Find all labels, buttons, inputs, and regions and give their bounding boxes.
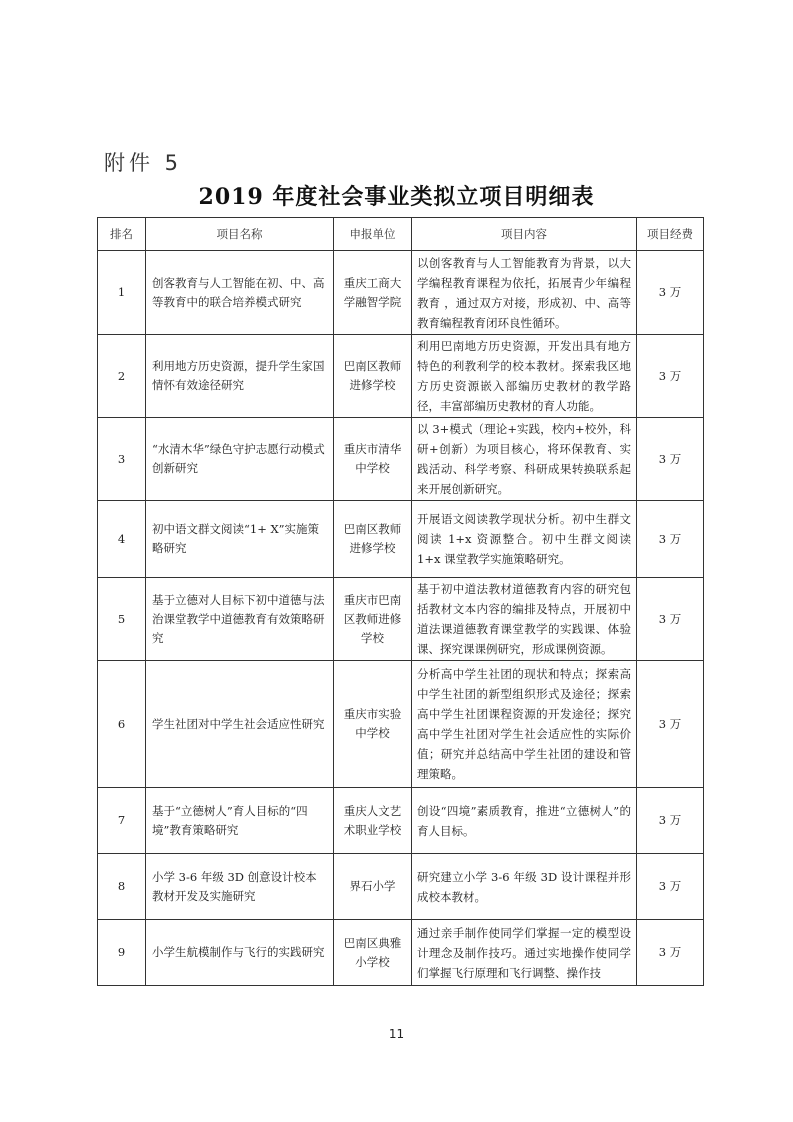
header-rank: 排名 [98,218,146,251]
rank-cell: 7 [98,788,146,854]
applicant-unit-cell: 重庆工商大学融智学院 [334,251,412,335]
table-row [98,335,704,418]
header-project-name: 项目名称 [146,218,334,251]
table-row [98,920,704,986]
funding-cell: 3 万 [637,578,704,661]
applicant-unit-cell: 界石小学 [334,854,412,920]
funding-cell: 3 万 [637,418,704,501]
table-row [98,578,704,661]
funding-cell: 3 万 [637,251,704,335]
page-title: 2019 年度社会事业类拟立项目明细表 [198,184,595,210]
rank-cell: 8 [98,854,146,920]
funding-cell: 3 万 [637,788,704,854]
project-content-cell: 研究建立小学 3-6 年级 3D 设计课程并形成校本教材。 [412,854,637,920]
rank-cell: 9 [98,920,146,986]
table-row [98,854,704,920]
project-content-cell: 开展语文阅读教学现状分析。初中生群文阅读 1+x 资源整合。初中生群文阅读 1+x 课堂教学实施策略研究。 [412,501,637,578]
funding-cell: 3 万 [637,920,704,986]
project-name-cell: 学生社团对中学生社会适应性研究 [146,661,334,788]
table-row [98,788,704,854]
table-row [98,418,704,501]
funding-cell: 3 万 [637,335,704,418]
project-table [97,217,704,986]
rank-cell: 6 [98,661,146,788]
project-name-cell: 基于立德对人目标下初中道德与法治课堂教学中道德教育有效策略研究 [146,578,334,661]
attachment-label: 附件 5 [104,151,183,175]
project-name-cell: “水清木华”绿色守护志愿行动模式创新研究 [146,418,334,501]
table-row [98,251,704,335]
table-header-row [98,218,704,251]
project-name-cell: 创客教育与人工智能在初、中、高等教育中的联合培养模式研究 [146,251,334,335]
project-name-cell: 基于“立德树人”育人目标的“四境”教育策略研究 [146,788,334,854]
applicant-unit-cell: 巴南区教师进修学校 [334,335,412,418]
funding-cell: 3 万 [637,854,704,920]
project-name-cell: 小学生航模制作与飞行的实践研究 [146,920,334,986]
applicant-unit-cell: 重庆市巴南区教师进修学校 [334,578,412,661]
project-content-cell: 创设“四境”素质教育，推进“立德树人”的育人目标。 [412,788,637,854]
header-project-content: 项目内容 [412,218,637,251]
project-content-cell: 通过亲手制作使同学们掌握一定的模型设计理念及制作技巧。通过实地操作使同学们掌握飞行原理和飞行调整、操作技 [412,920,637,986]
header-applicant-unit: 申报单位 [334,218,412,251]
project-content-cell: 基于初中道法教材道德教育内容的研究包括教材文本内容的编排及特点，开展初中道法课道德教育课堂教学的实践课、体验课、探究课课例研究，形成课例资源。 [412,578,637,661]
applicant-unit-cell: 重庆市实验中学校 [334,661,412,788]
project-name-cell: 小学 3-6 年级 3D 创意设计校本教材开发及实施研究 [146,854,334,920]
project-content-cell: 分析高中学生社团的现状和特点；探索高中学生社团的新型组织形式及途径；探索高中学生社团课程资源的开发途径；探究高中学生社团对学生社会适应性的实际价值；研究并总结高中学生社团的建设和管理策略。 [412,661,637,788]
applicant-unit-cell: 巴南区典雅小学校 [334,920,412,986]
project-content-cell: 以创客教育与人工智能教育为背景，以大学编程教育课程为依托，拓展青少年编程教育 ，通过双方对接，形成初、中、高等教育编程教育闭环良性循环。 [412,251,637,335]
project-name-cell: 利用地方历史资源，提升学生家国情怀有效途径研究 [146,335,334,418]
rank-cell: 3 [98,418,146,501]
applicant-unit-cell: 重庆市清华中学校 [334,418,412,501]
page-number: 11 [388,1027,405,1041]
rank-cell: 5 [98,578,146,661]
rank-cell: 1 [98,251,146,335]
funding-cell: 3 万 [637,501,704,578]
applicant-unit-cell: 重庆人文艺术职业学校 [334,788,412,854]
funding-cell: 3 万 [637,661,704,788]
project-content-cell: 以 3+模式（理论+实践，校内+校外，科研+创新）为项目核心，将环保教育、实践活动、科学考察、科研成果转换联系起来开展创新研究。 [412,418,637,501]
project-name-cell: 初中语文群文阅读“1+ X”实施策略研究 [146,501,334,578]
table-row [98,501,704,578]
rank-cell: 4 [98,501,146,578]
project-content-cell: 利用巴南地方历史资源，开发出具有地方特色的利教利学的校本教材。探索我区地方历史资源嵌入部编历史教材的教学路径，丰富部编历史教材的育人功能。 [412,335,637,418]
header-project-funding: 项目经费 [637,218,704,251]
applicant-unit-cell: 巴南区教师进修学校 [334,501,412,578]
rank-cell: 2 [98,335,146,418]
table-row [98,661,704,788]
